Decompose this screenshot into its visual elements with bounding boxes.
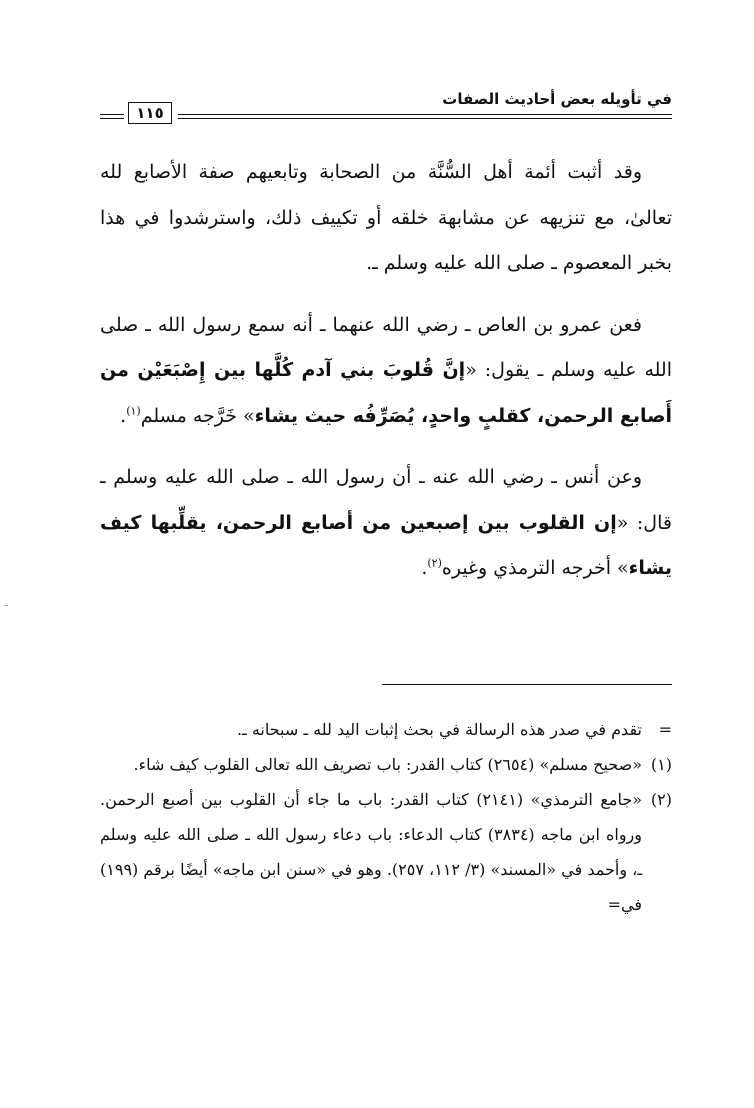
footnote-mark: =	[658, 720, 672, 739]
margin-mark: -	[4, 598, 9, 612]
footnote-text: تقدم في صدر هذه الرسالة في بحث إثبات اليد لله ـ سبحانه ـ.	[236, 720, 642, 739]
header-rule-left	[100, 114, 124, 115]
paragraph-2	[100, 303, 672, 440]
footnote-separator	[382, 684, 672, 685]
paragraph-2-tail: » خَرَّجه مسلم	[140, 404, 255, 427]
page-header	[100, 90, 672, 128]
paragraph-3-tail: » أخرجه الترمذي وغيره	[441, 557, 629, 579]
footnote-2	[100, 782, 672, 922]
paragraph-3-end: .	[421, 557, 428, 579]
header-rule-double	[178, 118, 672, 119]
footnote-continued	[100, 712, 672, 747]
footnote-mark: (٢)	[650, 790, 672, 809]
paragraph-3-lead: وعن أنس ـ رضي الله عنه ـ أن رسول الله ـ صلى الله عليه وسلم ـ قال: «	[100, 466, 672, 534]
footnote-mark: (١)	[650, 755, 672, 774]
header-rule	[178, 114, 672, 115]
header-rule-left-double	[100, 118, 124, 119]
running-title: في تأويله بعض أحاديث الصفات	[442, 90, 672, 108]
paragraph-1: وقد أثبت أئمة أهل السُّنَّة من الصحابة وتابعيهم صفة الأصابع لله تعالىٰ، مع تنزيهه عن مشابهة خلقه أو تكييف ذلك، واسترشدوا في هذا بخبر المعصوم ـ صلى الله عليه وسلم ـ.	[100, 161, 672, 274]
footnote-text: «جامع الترمذي» (٢١٤١) كتاب القدر: باب ما جاء أن القلوب بين أصبع الرحمن. ورواه ابن ماجه (٣٨٣٤) كتاب الدعاء: باب دعاء رسول الله ـ صلى الله عليه وسلم ـ، وأحمد في «المسند» (٣/ ١١٢، ٢٥٧). وهو في «سنن ابن ماجه» أيضًا برقم (١٩٩) في=	[100, 790, 643, 914]
page-number: ١١٥	[128, 102, 172, 124]
footnote-ref-1: (١)	[126, 404, 141, 418]
footnote-1	[100, 747, 672, 782]
footnote-text: «صحيح مسلم» (٢٦٥٤) كتاب القدر: باب تصريف الله تعالى القلوب كيف شاء.	[133, 755, 642, 774]
paragraph-3	[100, 455, 672, 592]
paragraph-2-lead: فعن عمرو بن العاص ـ رضي الله عنهما ـ أنه سمع رسول الله ـ صلى الله عليه وسلم ـ يقول: «	[100, 313, 673, 381]
footnotes	[100, 712, 672, 922]
main-text	[100, 150, 672, 608]
footnote-ref-2: (٢)	[427, 556, 442, 570]
hadith-quote-1: إنَّ قُلوبَ بني آدم كُلَّها بين إِصْبَعَيْن من أَصابع الرحمن، كقلبٍ واحدٍ، يُصَرِّفُه حيث يشاء	[100, 359, 672, 427]
hadith-quote-2: إن القلوب بين إصبعين من أصابع الرحمن، يقلِّبها كيف يشاء	[100, 511, 672, 579]
paragraph-2-end: .	[120, 404, 127, 427]
